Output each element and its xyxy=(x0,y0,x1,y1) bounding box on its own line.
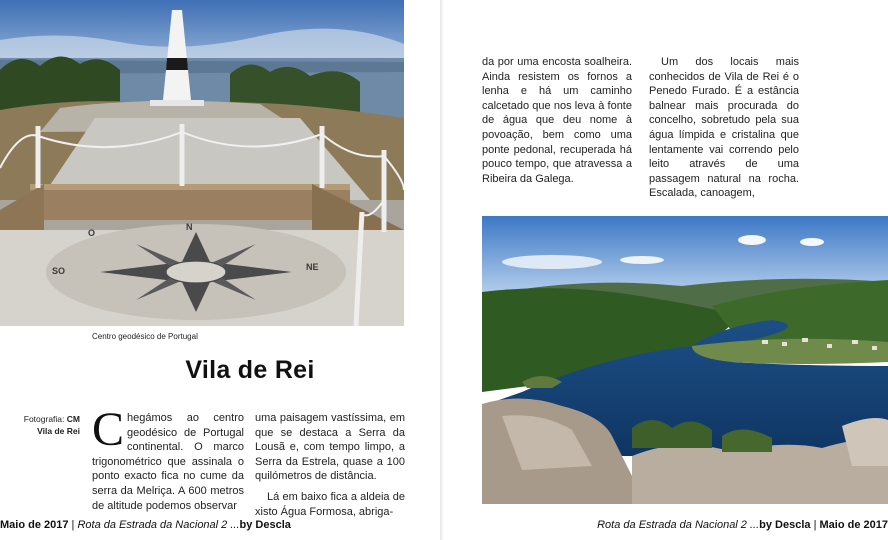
left-footer xyxy=(0,519,291,531)
footer-title: Rota da Estrada da Nacional 2 ... xyxy=(77,519,240,531)
paragraph-landscape: uma paisagem vastíssima, em que se destaca a Serra da Lousã e, com tempo limpo, a Serra da Estrela, quase a 100 quilómetros de distância. xyxy=(255,412,405,483)
intro-paragraph: hegámos ao centro geodésico de Portugal continental. O marco trigonométrico que assinala o ponto exacto fica no cume da serra da Melriça. A 600 metros de altitude podemos observar xyxy=(92,412,244,512)
credit-name-1: CM xyxy=(66,414,80,424)
footer-by: by Descla xyxy=(759,519,811,531)
photo-credit xyxy=(22,413,80,437)
right-page xyxy=(444,0,888,540)
right-column-2 xyxy=(649,55,799,201)
footer-by: by Descla xyxy=(239,519,291,531)
right-footer xyxy=(597,519,888,531)
left-page xyxy=(0,0,440,540)
footer-date: Maio de 2017 xyxy=(0,519,69,531)
footer-date: Maio de 2017 xyxy=(819,519,888,531)
compass-label-southwest: SO xyxy=(52,266,66,276)
paragraph-village: Lá em baixo fica a aldeia de xisto Água Formosa, abriga- xyxy=(255,490,405,518)
article-title: Vila de Rei xyxy=(185,356,315,384)
compass-label-west: O xyxy=(88,228,96,238)
compass-label-northeast: NE xyxy=(306,262,319,272)
credit-label: Fotografia: xyxy=(23,414,65,424)
right-column-1 xyxy=(482,55,632,186)
photo-caption: Centro geodésico de Portugal xyxy=(92,332,198,341)
paragraph-penedo-furado: Um dos locais mais conhecidos de Vila de Rei é o Penedo Furado. É a estância balnear mais procurada do concelho, sobretudo pela sua água límpida e cristalina que lentamente vai correndo pelo leito através de uma passagem natural na rocha. Escalada, canoagem, xyxy=(649,56,799,200)
compass-label-north: N xyxy=(186,222,193,232)
footer-separator: | xyxy=(810,519,820,531)
footer-separator: | xyxy=(68,519,78,531)
left-column-1 xyxy=(92,403,244,513)
left-column-2 xyxy=(255,411,405,519)
paragraph-continuation: da por uma encosta soalheira. Ainda resistem os fornos a lenha e há um caminho calcetado que nos leva à fonte de água que deu nome à povoação, bem como uma ponte pedonal, recuperada há pouco tempo, que atravessa a Ribeira da Galega. xyxy=(482,56,632,185)
credit-name-2: Vila de Rei xyxy=(37,426,80,436)
drop-cap: C xyxy=(92,403,125,456)
reservoir-photo xyxy=(482,216,888,504)
geodesic-center-photo xyxy=(0,0,404,326)
footer-title: Rota da Estrada da Nacional 2 ... xyxy=(597,519,760,531)
